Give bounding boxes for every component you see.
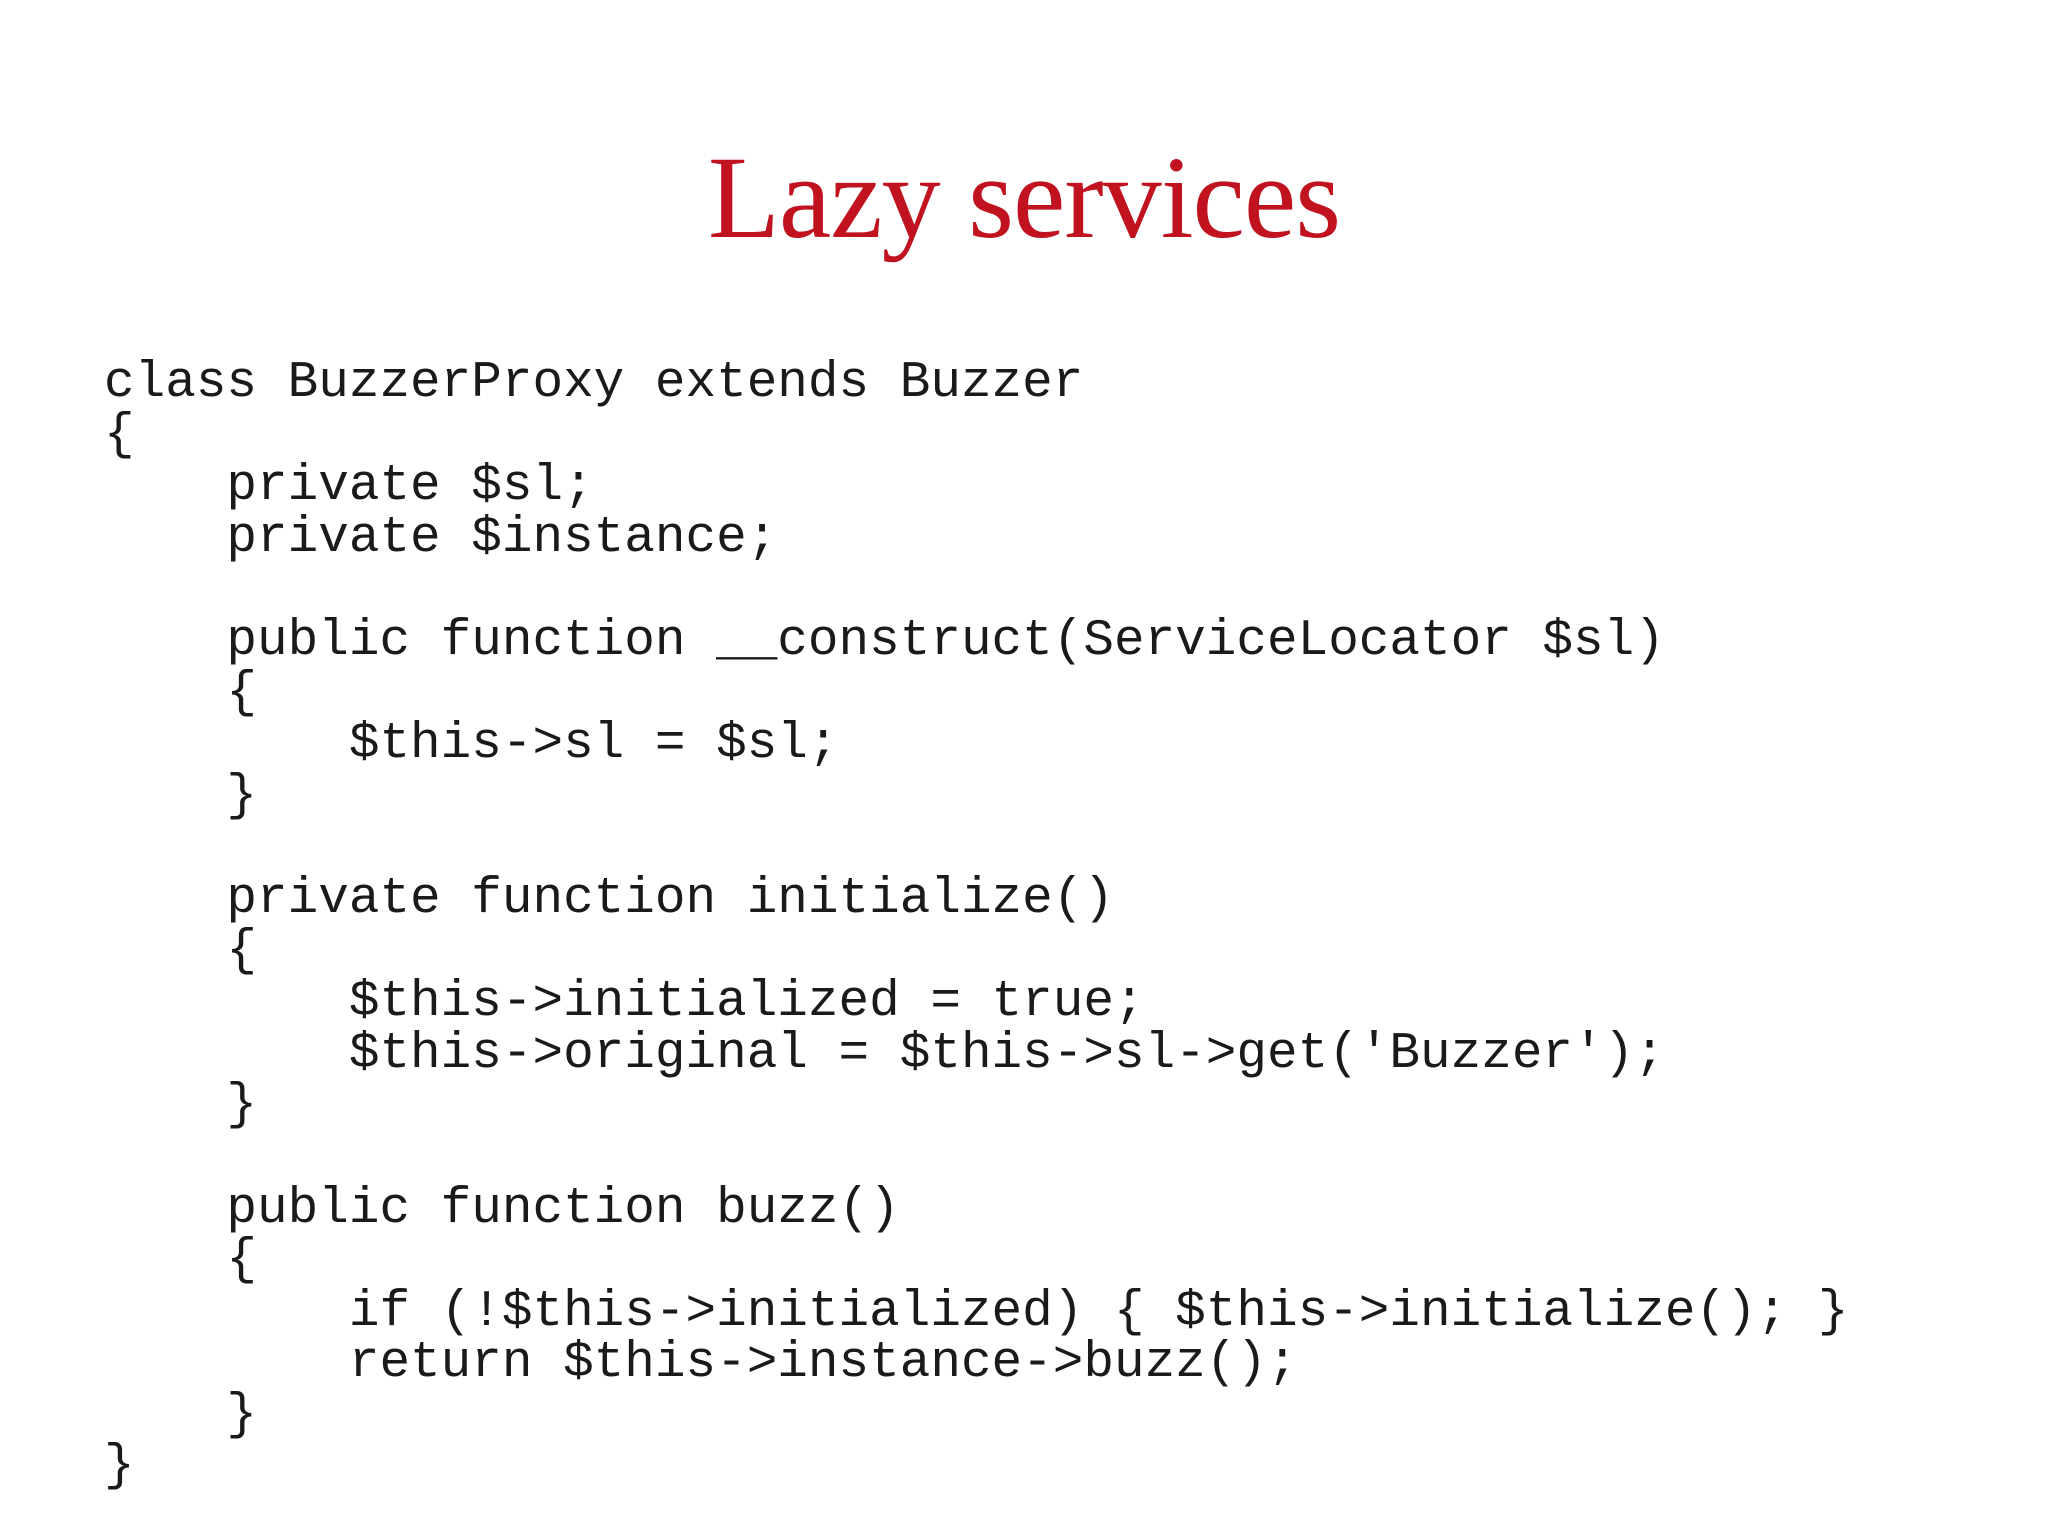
code-line <box>104 822 1848 874</box>
code-block <box>104 355 1849 1496</box>
code-line: public function buzz() <box>104 1180 900 1238</box>
code-line: if (!$this->initialized) { $this->initialize(); } <box>104 1283 1849 1341</box>
code-line: } <box>104 1386 258 1444</box>
code-line <box>104 1132 1848 1184</box>
code-line: $this->original = $this->sl->get('Buzzer'); <box>104 1025 1665 1083</box>
code-line: { <box>104 664 258 722</box>
code-line: } <box>104 1077 258 1135</box>
code-line: $this->initialized = true; <box>104 974 1145 1032</box>
code-line: { <box>104 1232 258 1290</box>
code-line: private function initialize() <box>104 870 1114 928</box>
code-line: private $instance; <box>104 509 778 567</box>
code-line: $this->sl = $sl; <box>104 716 839 774</box>
code-line: public function __construct(ServiceLocator $sl) <box>104 612 1665 670</box>
code-line: { <box>104 922 258 980</box>
code-line: } <box>104 1438 135 1496</box>
code-line: return $this->instance->buzz(); <box>104 1335 1298 1393</box>
code-line: private $sl; <box>104 458 594 516</box>
code-line: } <box>104 767 258 825</box>
slide-title: Lazy services <box>707 132 1341 263</box>
code-line: { <box>104 406 135 464</box>
code-line <box>104 564 1848 616</box>
code-line: class BuzzerProxy extends Buzzer <box>104 355 1084 412</box>
